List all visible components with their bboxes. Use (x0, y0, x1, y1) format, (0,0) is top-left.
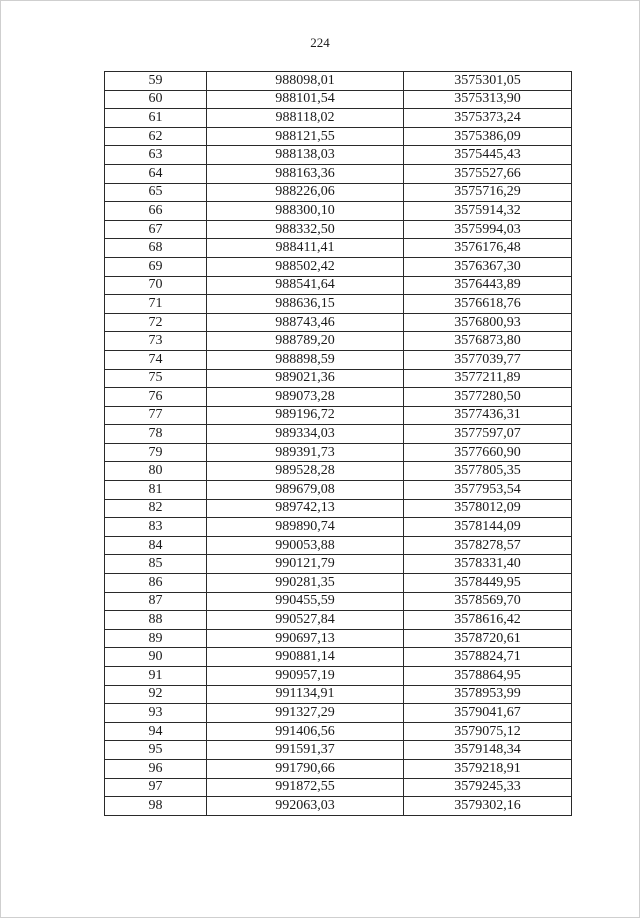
y-coordinate-cell: 3578616,42 (404, 611, 572, 630)
y-coordinate-cell: 3575445,43 (404, 146, 572, 165)
y-coordinate-cell: 3577805,35 (404, 462, 572, 481)
x-coordinate-cell: 988541,64 (207, 276, 404, 295)
table-row (105, 257, 572, 276)
x-coordinate-cell: 990527,84 (207, 611, 404, 630)
y-coordinate-cell: 3577039,77 (404, 350, 572, 369)
y-coordinate-cell: 3575527,66 (404, 164, 572, 183)
point-number-cell: 79 (105, 443, 207, 462)
table-row (105, 406, 572, 425)
table-row (105, 741, 572, 760)
y-coordinate-cell: 3576176,48 (404, 239, 572, 258)
point-number-cell: 64 (105, 164, 207, 183)
table-row (105, 629, 572, 648)
point-number-cell: 92 (105, 685, 207, 704)
coordinates-table (104, 71, 572, 816)
y-coordinate-cell: 3575716,29 (404, 183, 572, 202)
x-coordinate-cell: 989021,36 (207, 369, 404, 388)
table-row (105, 146, 572, 165)
point-number-cell: 84 (105, 536, 207, 555)
table-row (105, 388, 572, 407)
x-coordinate-cell: 988636,15 (207, 295, 404, 314)
point-number-cell: 83 (105, 518, 207, 537)
x-coordinate-cell: 991872,55 (207, 778, 404, 797)
point-number-cell: 70 (105, 276, 207, 295)
y-coordinate-cell: 3577436,31 (404, 406, 572, 425)
point-number-cell: 95 (105, 741, 207, 760)
point-number-cell: 78 (105, 425, 207, 444)
point-number-cell: 65 (105, 183, 207, 202)
x-coordinate-cell: 989742,13 (207, 499, 404, 518)
x-coordinate-cell: 990455,59 (207, 592, 404, 611)
table-row (105, 350, 572, 369)
y-coordinate-cell: 3576367,30 (404, 257, 572, 276)
y-coordinate-cell: 3575301,05 (404, 72, 572, 91)
table-row (105, 332, 572, 351)
point-number-cell: 60 (105, 90, 207, 109)
y-coordinate-cell: 3579218,91 (404, 759, 572, 778)
y-coordinate-cell: 3578012,09 (404, 499, 572, 518)
table-row (105, 72, 572, 91)
x-coordinate-cell: 990957,19 (207, 667, 404, 686)
x-coordinate-cell: 988101,54 (207, 90, 404, 109)
x-coordinate-cell: 988163,36 (207, 164, 404, 183)
table-row (105, 109, 572, 128)
table-row (105, 667, 572, 686)
y-coordinate-cell: 3577953,54 (404, 481, 572, 500)
point-number-cell: 82 (105, 499, 207, 518)
x-coordinate-cell: 988118,02 (207, 109, 404, 128)
point-number-cell: 61 (105, 109, 207, 128)
x-coordinate-cell: 988098,01 (207, 72, 404, 91)
point-number-cell: 98 (105, 797, 207, 816)
point-number-cell: 86 (105, 574, 207, 593)
point-number-cell: 80 (105, 462, 207, 481)
table-row (105, 239, 572, 258)
y-coordinate-cell: 3578953,99 (404, 685, 572, 704)
x-coordinate-cell: 988898,59 (207, 350, 404, 369)
table-row (105, 704, 572, 723)
x-coordinate-cell: 990053,88 (207, 536, 404, 555)
y-coordinate-cell: 3577597,07 (404, 425, 572, 444)
x-coordinate-cell: 990281,35 (207, 574, 404, 593)
table-row (105, 518, 572, 537)
y-coordinate-cell: 3577280,50 (404, 388, 572, 407)
y-coordinate-cell: 3575994,03 (404, 220, 572, 239)
point-number-cell: 91 (105, 667, 207, 686)
table-row (105, 611, 572, 630)
table-row (105, 462, 572, 481)
x-coordinate-cell: 988743,46 (207, 313, 404, 332)
table-row (105, 164, 572, 183)
y-coordinate-cell: 3577660,90 (404, 443, 572, 462)
x-coordinate-cell: 988502,42 (207, 257, 404, 276)
point-number-cell: 74 (105, 350, 207, 369)
x-coordinate-cell: 991790,66 (207, 759, 404, 778)
point-number-cell: 69 (105, 257, 207, 276)
x-coordinate-cell: 991327,29 (207, 704, 404, 723)
x-coordinate-cell: 990881,14 (207, 648, 404, 667)
point-number-cell: 67 (105, 220, 207, 239)
y-coordinate-cell: 3577211,89 (404, 369, 572, 388)
table-row (105, 295, 572, 314)
point-number-cell: 96 (105, 759, 207, 778)
y-coordinate-cell: 3579075,12 (404, 722, 572, 741)
y-coordinate-cell: 3578449,95 (404, 574, 572, 593)
table-row (105, 183, 572, 202)
x-coordinate-cell: 991406,56 (207, 722, 404, 741)
table-row (105, 592, 572, 611)
table-row (105, 685, 572, 704)
x-coordinate-cell: 989528,28 (207, 462, 404, 481)
table-row (105, 648, 572, 667)
x-coordinate-cell: 988226,06 (207, 183, 404, 202)
x-coordinate-cell: 989391,73 (207, 443, 404, 462)
point-number-cell: 94 (105, 722, 207, 741)
y-coordinate-cell: 3578864,95 (404, 667, 572, 686)
y-coordinate-cell: 3576618,76 (404, 295, 572, 314)
y-coordinate-cell: 3575373,24 (404, 109, 572, 128)
x-coordinate-cell: 988138,03 (207, 146, 404, 165)
x-coordinate-cell: 989890,74 (207, 518, 404, 537)
point-number-cell: 81 (105, 481, 207, 500)
table-row (105, 574, 572, 593)
table-row (105, 425, 572, 444)
x-coordinate-cell: 989073,28 (207, 388, 404, 407)
x-coordinate-cell: 988789,20 (207, 332, 404, 351)
y-coordinate-cell: 3579041,67 (404, 704, 572, 723)
y-coordinate-cell: 3579148,34 (404, 741, 572, 760)
point-number-cell: 71 (105, 295, 207, 314)
y-coordinate-cell: 3578331,40 (404, 555, 572, 574)
coordinates-table-body (105, 72, 572, 816)
page-number: 224 (310, 35, 330, 50)
y-coordinate-cell: 3579302,16 (404, 797, 572, 816)
y-coordinate-cell: 3576800,93 (404, 313, 572, 332)
x-coordinate-cell: 992063,03 (207, 797, 404, 816)
point-number-cell: 89 (105, 629, 207, 648)
table-row (105, 369, 572, 388)
y-coordinate-cell: 3578569,70 (404, 592, 572, 611)
y-coordinate-cell: 3575914,32 (404, 202, 572, 221)
x-coordinate-cell: 990697,13 (207, 629, 404, 648)
point-number-cell: 66 (105, 202, 207, 221)
point-number-cell: 97 (105, 778, 207, 797)
y-coordinate-cell: 3576873,80 (404, 332, 572, 351)
point-number-cell: 63 (105, 146, 207, 165)
point-number-cell: 73 (105, 332, 207, 351)
y-coordinate-cell: 3578278,57 (404, 536, 572, 555)
point-number-cell: 62 (105, 127, 207, 146)
point-number-cell: 85 (105, 555, 207, 574)
x-coordinate-cell: 988411,41 (207, 239, 404, 258)
y-coordinate-cell: 3578144,09 (404, 518, 572, 537)
table-row (105, 220, 572, 239)
table-row (105, 481, 572, 500)
table-row (105, 127, 572, 146)
y-coordinate-cell: 3578824,71 (404, 648, 572, 667)
table-row (105, 276, 572, 295)
table-row (105, 778, 572, 797)
x-coordinate-cell: 988300,10 (207, 202, 404, 221)
table-row (105, 722, 572, 741)
point-number-cell: 77 (105, 406, 207, 425)
x-coordinate-cell: 991591,37 (207, 741, 404, 760)
table-row (105, 555, 572, 574)
y-coordinate-cell: 3576443,89 (404, 276, 572, 295)
x-coordinate-cell: 991134,91 (207, 685, 404, 704)
point-number-cell: 76 (105, 388, 207, 407)
table-row (105, 313, 572, 332)
point-number-cell: 88 (105, 611, 207, 630)
point-number-cell: 72 (105, 313, 207, 332)
y-coordinate-cell: 3579245,33 (404, 778, 572, 797)
table-row (105, 499, 572, 518)
x-coordinate-cell: 990121,79 (207, 555, 404, 574)
point-number-cell: 93 (105, 704, 207, 723)
table-row (105, 90, 572, 109)
table-row (105, 443, 572, 462)
y-coordinate-cell: 3575313,90 (404, 90, 572, 109)
x-coordinate-cell: 989196,72 (207, 406, 404, 425)
point-number-cell: 90 (105, 648, 207, 667)
x-coordinate-cell: 989334,03 (207, 425, 404, 444)
table-row (105, 759, 572, 778)
point-number-cell: 59 (105, 72, 207, 91)
x-coordinate-cell: 989679,08 (207, 481, 404, 500)
point-number-cell: 87 (105, 592, 207, 611)
table-row (105, 797, 572, 816)
x-coordinate-cell: 988121,55 (207, 127, 404, 146)
y-coordinate-cell: 3578720,61 (404, 629, 572, 648)
point-number-cell: 75 (105, 369, 207, 388)
point-number-cell: 68 (105, 239, 207, 258)
y-coordinate-cell: 3575386,09 (404, 127, 572, 146)
table-row (105, 536, 572, 555)
table-row (105, 202, 572, 221)
x-coordinate-cell: 988332,50 (207, 220, 404, 239)
